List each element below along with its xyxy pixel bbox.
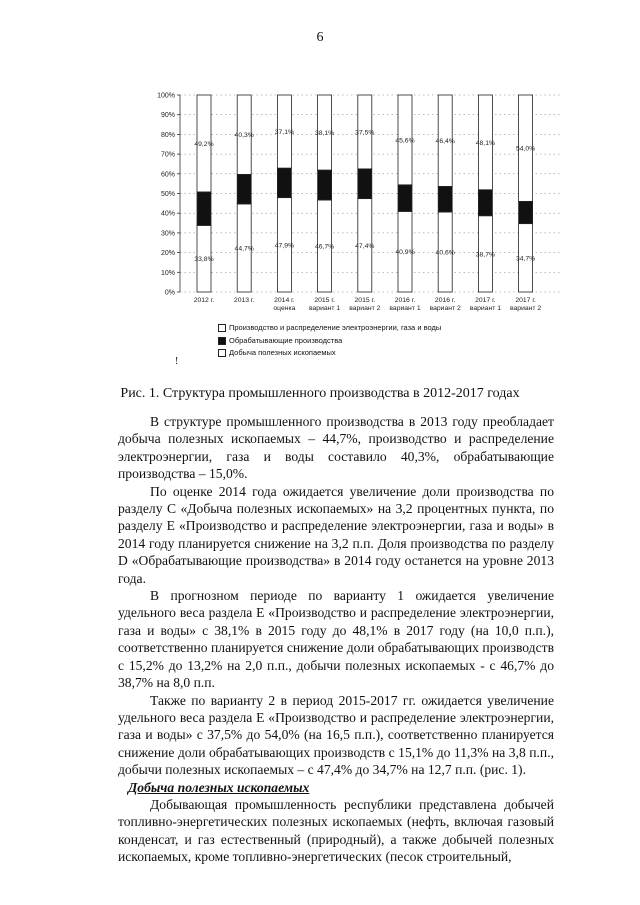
legend-item-manufacturing	[218, 335, 441, 348]
bar-segment	[318, 170, 332, 200]
data-label: 38,1%	[314, 130, 335, 138]
paragraph-2: По оценке 2014 года ожидается увеличение доли производства по разделу С «Добыча полезных ископаемых» на 3,2 процентных пункта, по разделу Е «Производство и распределение электроэнергии, газа и воды» в 2014 году планируется снижение на 3,2 п.п. Доля производства по разделу D «Обрабатывающие производства» в 2014 году останется на уровне 2013 года.	[118, 483, 554, 586]
x-tick-label: 2017 г.	[475, 297, 496, 304]
x-tick-label-sub: вариант 1	[389, 305, 421, 312]
x-tick-label-sub: оценка	[273, 305, 296, 312]
y-tick-label: 10%	[160, 269, 175, 277]
bar-segment	[237, 174, 251, 204]
bar-segment	[438, 186, 452, 212]
x-tick-label-sub: вариант 2	[349, 305, 381, 312]
data-label: 40,3%	[234, 132, 254, 140]
x-tick-label: 2016 г.	[434, 297, 456, 304]
bar-segment	[478, 190, 492, 216]
chart-legend	[218, 322, 441, 360]
x-tick-label: 2012 г.	[193, 297, 215, 304]
paragraph-3: В прогнозном периоде по варианту 1 ожидается увеличение удельного веса раздела Е «Производство и распределение электроэнергии, газа и воды» с 38,1% в 2015 году до 48,1% в 2017 году (на 10,0 п.п.), соответственно планируется снижение доли обрабатывающих производств с 15,2% до 13,2% на 2,0 п.п., добычи полезных ископаемых - с 46,7% до 38,7% на 8,0 п.п.	[118, 588, 554, 691]
bar-segment	[519, 201, 533, 223]
legend-item-mining	[218, 347, 441, 360]
legend-label-mining: Добыча полезных ископаемых	[229, 348, 336, 357]
x-tick-label: 2015 г.	[354, 297, 376, 304]
x-tick-label-sub: вариант 1	[469, 305, 502, 312]
data-label: 46,4%	[435, 138, 455, 146]
bar-segment	[197, 192, 211, 225]
data-label: 54,0%	[515, 145, 536, 153]
y-tick-label: 70%	[160, 151, 175, 159]
body-text	[118, 413, 554, 866]
data-label: 47,9%	[274, 242, 295, 250]
y-tick-label: 60%	[160, 171, 175, 179]
y-tick-label: 80%	[160, 131, 175, 139]
section-heading: Добыча полезных ископаемых	[128, 779, 310, 795]
data-label: 44,7%	[234, 245, 254, 253]
y-tick-label: 100%	[157, 92, 175, 100]
y-tick-label: 0%	[164, 289, 175, 297]
x-tick-label: 2014 г.	[274, 297, 295, 304]
paragraph-5: Добывающая промышленность республики представлена добычей топливно-энергетических полезных ископаемых (нефть, включая газовый конденсат, и газ естественный (природный), а также добычей полезных ископаемых, кроме топливно-энергетических (песок строительный,	[118, 796, 554, 865]
legend-swatch-mining	[218, 349, 226, 357]
data-label: 47,4%	[355, 242, 375, 250]
y-tick-label: 20%	[160, 250, 175, 258]
x-tick-label: 2016 г.	[394, 297, 416, 304]
y-tick-label: 30%	[160, 230, 175, 238]
figure-caption: Рис. 1. Структура промышленного производства в 2012-2017 годах	[120, 386, 520, 401]
bar-segment	[398, 185, 412, 212]
data-label: 46,7%	[314, 243, 335, 251]
x-tick-label: 2013 г.	[233, 297, 255, 304]
y-tick-label: 40%	[160, 210, 175, 218]
data-label: 40,6%	[435, 249, 455, 257]
data-label: 34,7%	[515, 255, 536, 263]
data-label: 37,1%	[274, 129, 295, 137]
bar-segment	[358, 169, 372, 199]
x-tick-label-sub: вариант 2	[429, 305, 461, 312]
paragraph-4: Также по варианту 2 в период 2015-2017 гг. ожидается увеличение удельного веса раздела Е «Производство и распределение электроэнергии, газа и воды» с 37,5% до 54,0% (на 16,5 п.п.), соответственно планируется снижение доли обрабатывающих производств с 15,1% до 11,3% на 3,8 п.п., добычи полезных ископаемых – с 47,4% до 34,7% на 12,7 п.п. (рис. 1).	[118, 692, 554, 778]
y-tick-label: 90%	[160, 112, 175, 120]
data-label: 40,9%	[395, 249, 415, 257]
x-tick-label-sub: вариант 2	[509, 305, 542, 312]
x-tick-label: 2015 г.	[314, 297, 335, 304]
data-label: 38,7%	[475, 251, 496, 259]
legend-label-manufacturing: Обрабатывающие производства	[229, 335, 343, 345]
data-label: 33,8%	[194, 256, 214, 264]
margin-mark: !	[175, 356, 179, 367]
y-tick-label: 50%	[160, 191, 175, 198]
data-label: 45,6%	[395, 137, 415, 145]
data-label: 49,2%	[194, 140, 214, 148]
x-tick-label: 2017 г.	[515, 297, 536, 304]
stacked-bar-chart	[148, 88, 568, 318]
legend-swatch-manufacturing	[218, 337, 226, 345]
legend-item-energy	[218, 322, 441, 335]
x-tick-label-sub: вариант 1	[308, 305, 341, 312]
page-number: 6	[316, 30, 324, 45]
paragraph-1: В структуре промышленного производства в 2013 году преобладает добыча полезных ископаемых – 44,7%, производство и распределение электроэнергии, газа и воды составило 40,3%, обрабатывающие производства – 15,0%.	[118, 414, 554, 482]
data-label: 48,1%	[475, 139, 496, 147]
legend-label-energy: Производство и распределение электроэнергии, газа и воды	[229, 323, 442, 332]
bar-segment	[277, 168, 291, 198]
data-label: 37,5%	[355, 129, 375, 137]
legend-swatch-energy	[218, 324, 226, 332]
